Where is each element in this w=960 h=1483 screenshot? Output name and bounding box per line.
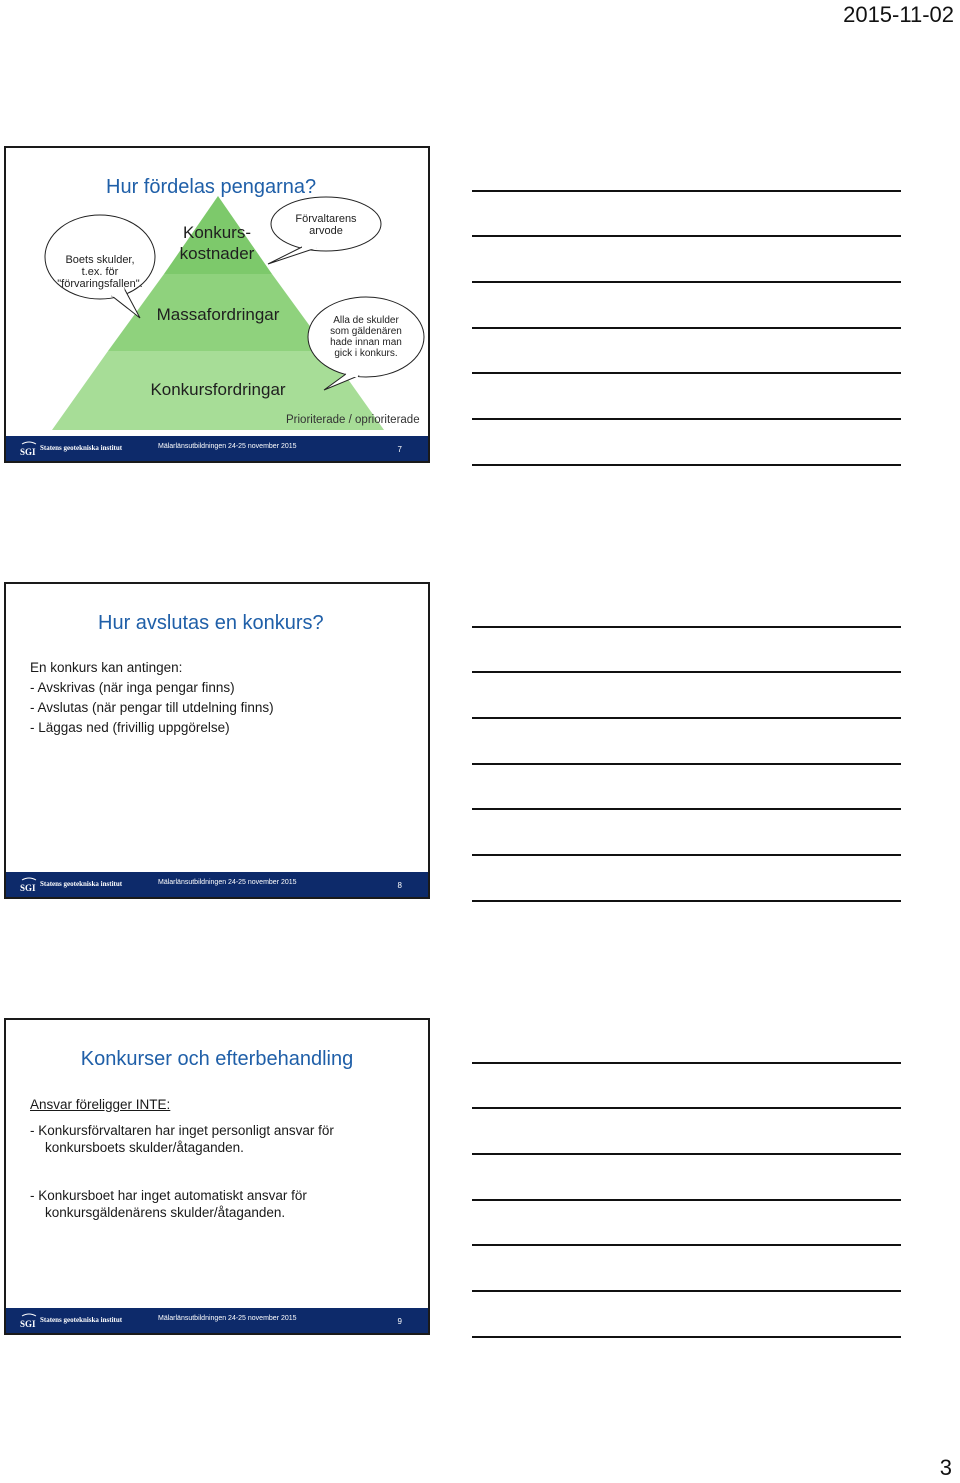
- notes-line: [472, 854, 901, 856]
- top-right-callout-text: Förvaltarens arvode: [295, 213, 357, 237]
- sgi-logo-icon: [20, 1312, 38, 1328]
- notes-line: [472, 464, 901, 466]
- footer-event: Mälarlänsutbildningen 24-25 november 2015: [158, 443, 297, 450]
- bullet-line: - Konkursboet har inget automatiskt ansvar för: [30, 1188, 307, 1203]
- body-line: - Avslutas (när pengar till utdelning finns): [30, 700, 274, 715]
- notes-line: [472, 1199, 901, 1201]
- pyramid-bottom-label: Konkursfordringar: [150, 380, 286, 399]
- notes-line: [472, 281, 901, 283]
- body-line: En konkurs kan antingen:: [30, 660, 183, 675]
- pyramid-middle-label: Massafordringar: [156, 305, 280, 324]
- pyramid-top-label: Konkurs- kostnader: [179, 223, 255, 263]
- body-heading: Ansvar föreligger INTE:: [30, 1097, 171, 1112]
- notes-line: [472, 372, 901, 374]
- notes-line: [472, 1062, 901, 1064]
- notes-line: [472, 1290, 901, 1292]
- svg-text:SGI: SGI: [20, 1319, 36, 1328]
- notes-line: [472, 1107, 901, 1109]
- notes-line: [472, 626, 901, 628]
- sgi-logo-icon: [20, 440, 38, 456]
- footer-event: Mälarlänsutbildningen 24-25 november 2015: [158, 879, 297, 886]
- slide-body: [30, 658, 274, 738]
- document-date: 2015-11-02: [843, 2, 954, 27]
- right-callout-text: Alla de skulder som gäldenären hade innan man gick i konkurs.: [330, 315, 402, 359]
- left-callout-text: Boets skulder, t.ex. för "förvaringsfallen".: [57, 254, 143, 290]
- notes-line: [472, 717, 901, 719]
- notes-line: [472, 327, 901, 329]
- slide-body: [30, 1096, 334, 1221]
- slide-title: Konkurser och efterbehandling: [80, 1048, 354, 1070]
- notes-line: [472, 190, 901, 192]
- notes-line: [472, 1244, 901, 1246]
- bottom-note: Prioriterade / oprioriterade: [286, 414, 420, 426]
- slide-footer: [6, 872, 428, 897]
- footer-organization: Statens geotekniska institut: [40, 444, 123, 452]
- page-number: 3: [939, 1455, 952, 1480]
- footer-organization: Statens geotekniska institut: [40, 1316, 123, 1324]
- notes-line: [472, 235, 901, 237]
- notes-line: [472, 1336, 901, 1338]
- body-line: - Läggas ned (frivillig uppgörelse): [30, 720, 230, 735]
- notes-line: [472, 763, 901, 765]
- slide-footer: [6, 436, 428, 461]
- body-line: - Avskrivas (när inga pengar finns): [30, 680, 235, 695]
- slide-footer: [6, 1308, 428, 1333]
- footer-organization: Statens geotekniska institut: [40, 880, 123, 888]
- notes-line: [472, 1153, 901, 1155]
- slide-9: [4, 1018, 430, 1335]
- slide-number: 7: [397, 445, 402, 454]
- slide-8: [4, 582, 430, 899]
- slide-title: Hur avslutas en konkurs?: [98, 612, 324, 634]
- bullet-line: - Konkursförvaltaren har inget personligt ansvar för: [30, 1123, 334, 1138]
- slide-7: [4, 146, 430, 463]
- footer-event: Mälarlänsutbildningen 24-25 november 2015: [158, 1315, 297, 1322]
- slide-number: 8: [397, 881, 402, 890]
- bullet-line: konkursboets skulder/åtaganden.: [45, 1140, 244, 1155]
- svg-text:SGI: SGI: [20, 883, 36, 892]
- slide-number: 9: [397, 1317, 402, 1326]
- sgi-logo-icon: [20, 876, 38, 892]
- slide-title: Hur fördelas pengarna?: [106, 176, 317, 198]
- svg-text:SGI: SGI: [20, 447, 36, 456]
- notes-line: [472, 808, 901, 810]
- bullet-line: konkursgäldenärens skulder/åtaganden.: [45, 1205, 286, 1220]
- notes-line: [472, 900, 901, 902]
- notes-line: [472, 671, 901, 673]
- notes-line: [472, 418, 901, 420]
